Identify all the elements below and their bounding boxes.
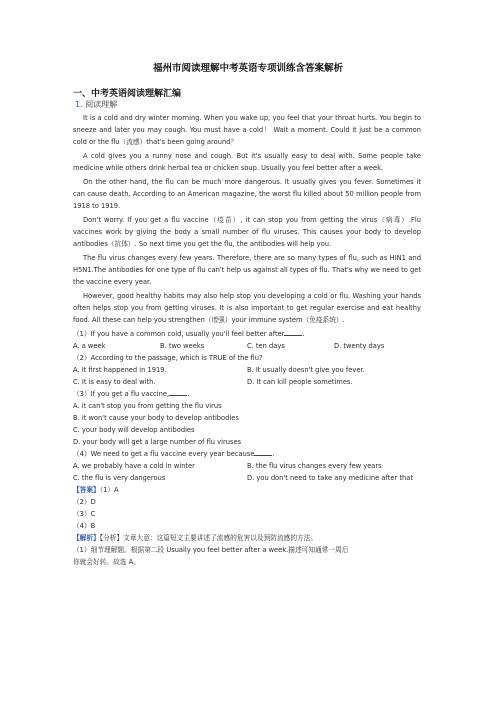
item-label: 阅读理解: [85, 100, 118, 109]
option-d: D. your body will get a large number of flu viruses: [73, 438, 242, 446]
question-3-text: （3）If you get a flu vaccine,: [73, 390, 170, 398]
option-c: C. your body will develop antibodies: [73, 426, 195, 434]
question-2-stem: （2）According to the passage, which is TRUE of the flu?: [73, 354, 263, 362]
question-1-stem: [73, 328, 421, 340]
option-d: D. It can kill people sometimes.: [247, 378, 353, 386]
question-1-end: .: [302, 330, 305, 338]
option-a: A. it can't stop you from getting the flu virus: [73, 402, 222, 410]
item-heading: [75, 99, 117, 110]
answer-line-1: [73, 484, 421, 496]
option-b: B. the flu virus changes every few years: [247, 462, 382, 470]
question-1-options: [73, 340, 421, 352]
passage-paragraph: On the other hand, the flu can be much more dangerous. It usually gives you fever. Sometimes it can cause death. According to an American magazine, the worst flu killed about 50 million people from 1918 to 1919.: [73, 178, 421, 210]
question-2-options-row-2: [73, 376, 421, 388]
question-4-options-row-1: [73, 460, 421, 472]
analysis-line-1: [73, 532, 421, 544]
analysis-summary: 【分析】文章大意：这篇短文主要讲述了流感的危害以及预防流感的方法。: [99, 534, 318, 542]
option-a: A. we probably have a cold in winter: [73, 462, 195, 470]
passage-paragraph: However, good healthy habits may also help stop you developing a cold or flu. Washing your hands often helps stop you from getting viruses. It is also important to get regular exercise and eat healthy food. All these can help you strengthen（增强）your immune system（免疫系统）.: [73, 292, 421, 324]
option-a: A. It first happened in 1919.: [73, 366, 167, 374]
option-a: A. a week: [73, 342, 106, 350]
document-title: 福州市阅读理解中考英语专项训练含答案解析: [152, 63, 343, 74]
option-d: D. you don't need to take any medicine after that: [247, 474, 413, 482]
option-b: B. two weeks: [160, 342, 205, 350]
question-4-stem: [73, 448, 421, 460]
question-1-text: （1）If you have a common cold, usually you'll feel better after: [73, 330, 285, 338]
answer-item: （4）B: [73, 522, 96, 530]
option-c: C. the flu is very dangerous: [73, 474, 166, 482]
question-4-text: （4）We need to get a flu vaccine every year because: [73, 450, 255, 458]
passage-paragraph: It is a cold and dry winter morning. When you wake up, you feel that your throat hurts. You begin to sneeze and later you may cough. You must have a cold！ Wait a moment. Could it just be a common cold or the flu（流感）that's been going around？: [73, 114, 421, 146]
option-d: D. twenty days: [334, 342, 385, 350]
option-b: B. it won't cause your body to develop antibodies: [73, 414, 239, 422]
analysis-line-3: 你就会好转。故选 A。: [73, 558, 140, 566]
question-4-options-row-2: [73, 472, 421, 484]
option-b: B. It usually doesn't give you fever.: [247, 366, 365, 374]
analysis-label: 【解析】: [73, 534, 100, 542]
analysis-line-2: （1）细节理解题。根据第二段 Usually you feel better after a week.描述可知通常一周后: [73, 546, 349, 554]
question-4-end: .: [272, 450, 275, 458]
question-2-options-row-1: [73, 364, 421, 376]
answer-item: （1）A: [99, 486, 119, 494]
item-number: 1.: [75, 100, 83, 109]
answer-blank: [169, 388, 190, 398]
document-body: [73, 112, 421, 568]
section-heading: 一、中考英语阅读理解汇编: [73, 89, 182, 99]
answer-blank: [254, 448, 275, 458]
option-c: C. ten days: [247, 342, 285, 350]
question-3-stem: [73, 388, 421, 400]
passage-paragraph: A cold gives you a runny nose and cough. But it's usually easy to deal with. Some people take medicine while others drink herbal tea or chicken soup. Usually you feel better after a week.: [73, 152, 421, 172]
option-c: C. It is easy to deal with.: [73, 378, 156, 386]
passage-paragraph: Don't worry. If you get a flu vaccine（疫苗）, it can stop you from getting the virus（病毒）.Flu vaccines work by giving the body a small number of flu viruses. This causes your body to develop antibodies（抗体）. So next time you get the flu, the antibodies will help you.: [73, 216, 421, 248]
answer-label: 【答案】: [73, 486, 100, 494]
answer-item: （3）C: [73, 510, 96, 518]
answer-blank: [284, 328, 305, 338]
answer-item: （2）D: [73, 498, 96, 506]
question-3-end: .: [187, 390, 190, 398]
passage-paragraph: The flu virus changes every few years. Therefore, there are so many types of flu, such as HIN1 and H5N1.The antibodies for one type of flu can't help us against all types of flu. That's why we need to get the vaccine every year.: [73, 254, 421, 286]
